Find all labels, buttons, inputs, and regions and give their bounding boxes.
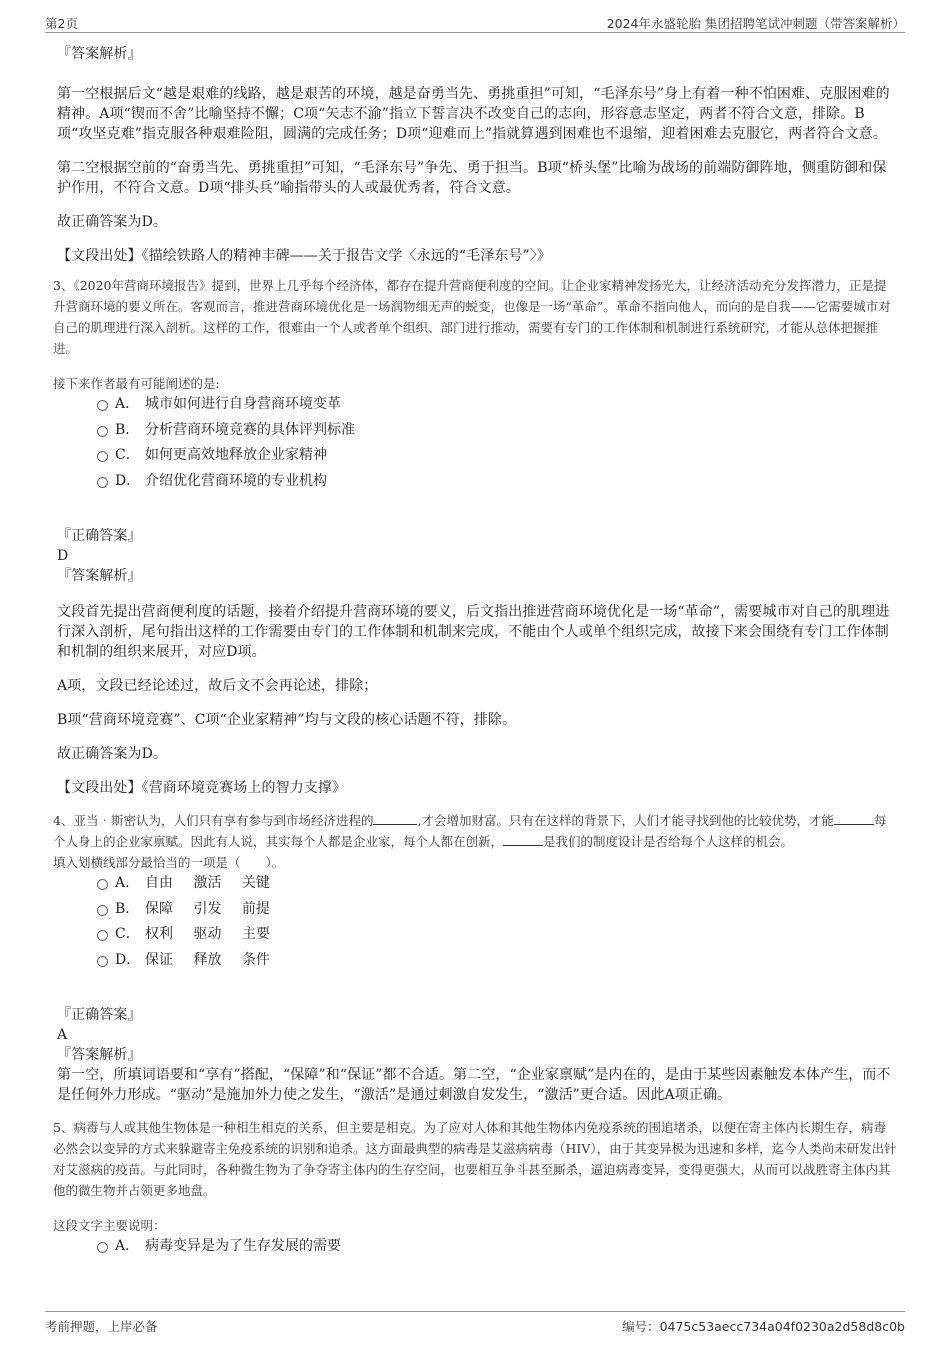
option-text: 分析营商环境竞赛的具体评判标准 <box>145 421 355 438</box>
radio-button-icon[interactable] <box>97 400 108 411</box>
option-letter: B． <box>115 900 140 917</box>
radio-button-icon[interactable] <box>97 451 108 462</box>
q3-analysis-para2: A项，文段已经论述过，故后文不会再论述，排除； <box>57 678 378 694</box>
q2-analysis-label: 『答案解析』 <box>57 46 142 62</box>
q2-source: 【文段出处】《描绘铁路人的精神丰碑——关于报告文学〈永远的“毛泽东号”〉》 <box>57 248 552 264</box>
option-text: 保证 释放 条件 <box>145 951 270 968</box>
q5-question: 这段文字主要说明： <box>53 1218 166 1233</box>
option-letter: C． <box>115 926 140 942</box>
document-title: 2024年永盛轮胎 集团招聘笔试冲刺题（带答案解析） <box>606 16 905 31</box>
q3-options <box>97 394 897 496</box>
option-letter: D． <box>115 472 141 489</box>
q4-stem-part2: ,才会增加财富。只有在这样的背景下，人们才能寻找到他的比较优势，才能 <box>417 813 834 828</box>
q5-options <box>97 1236 897 1262</box>
q3-analysis-para3: B项“营商环境竞赛”、C项“企业家精神”均与文段的核心话题不符，排除。 <box>57 712 517 728</box>
option-text: 介绍优化营商环境的专业机构 <box>145 472 327 489</box>
page-header <box>45 12 905 33</box>
option-letter: A． <box>115 875 140 891</box>
q4-stem-part1: 4、亚当‧斯密认为，人们只有享有参与到市场经济进程的 <box>53 813 374 828</box>
q3-answer-label: 『正确答案』 <box>57 528 142 544</box>
footer-slogan: 考前押题，上岸必备 <box>45 1319 158 1334</box>
q4-answer-label: 『正确答案』 <box>57 1007 142 1023</box>
document-id: 编号：0475c53aecc734a04f0230a2d58d8c0b <box>622 1319 905 1334</box>
radio-button-icon[interactable] <box>97 905 108 916</box>
q3-stem: 3、《2020年营商环境报告》提到，世界上几乎每个经济体，都存在提升营商便利度的空间。让企业家精神发扬光大，让经济活动充分发挥潜力，正是提升营商环境的要义所在。客观而言，推进营商环境优化是一场润物细无声的蜕变，也像是一场“革命”。革命不指向他人，而向的是自我——它需要城市对自己的肌理进行深入剖析。这样的工作，很难由一个人或者单个组织、部门进行推动，需要有专门的工作体制和机制进行系统研究，才能从总体把握推进。 <box>53 278 891 356</box>
q3-option-b[interactable] <box>97 420 897 446</box>
radio-button-icon[interactable] <box>97 956 108 967</box>
option-text: 如何更高效地释放企业家精神 <box>145 447 327 463</box>
q3-answer: D <box>57 548 69 564</box>
q4-question: 填入划横线部分最恰当的一项是（ ）。 <box>53 855 285 870</box>
page-content <box>53 44 897 1262</box>
q4-options <box>97 873 897 975</box>
option-text: 病毒变异是为了生存发展的需要 <box>145 1238 341 1254</box>
blank-2 <box>834 811 874 825</box>
q4-option-b[interactable] <box>97 899 897 925</box>
q4-analysis-para1: 第一空，所填词语要和“享有”搭配，“保障”和“保证”都不合适。第二空，“企业家禀赋”是内在的，是由于某些因素触发本体产生，而不是任何外力形成。“驱动”是施加外力使之发生，“激活”是通过刺激自发发生，“激活”更合适。因此A项正确。 <box>57 1067 891 1103</box>
q3-analysis-label: 『答案解析』 <box>57 568 142 584</box>
q4-stem-part4: 是我们的制度设计是否给每个人这样的机会。 <box>543 834 794 849</box>
option-letter: D． <box>115 951 141 968</box>
q4-answer: A <box>57 1027 68 1043</box>
page-footer <box>45 1311 905 1336</box>
radio-button-icon[interactable] <box>97 426 108 437</box>
page-number: 第2页 <box>45 16 78 31</box>
q4-stem <box>53 810 897 852</box>
q3-option-d[interactable] <box>97 471 897 497</box>
radio-button-icon[interactable] <box>97 477 108 488</box>
q3-option-a[interactable] <box>97 394 897 420</box>
q4-analysis-label: 『答案解析』 <box>57 1047 142 1063</box>
option-text: 权利 驱动 主要 <box>145 926 270 942</box>
q4-option-d[interactable] <box>97 950 897 976</box>
q2-analysis-para1: 第一空根据后文“越是艰难的线路，越是艰苦的环境，越是奋勇当先、勇挑重担”可知，“毛泽东号”身上有着一种不怕困难、克服困难的精神。A项“锲而不舍”比喻坚持不懈；C项“矢志不渝”指立下誓言决不改变自己的志向，形容意志坚定，两者不符合文意，排除。B项“攻坚克难”指克服各种艰难险阻，圆满的完成任务；D项“迎难而上”指就算遇到困难也不退缩，迎着困难去克服它，两者符合文意。 <box>57 86 890 142</box>
radio-button-icon[interactable] <box>97 879 108 890</box>
q4-option-a[interactable] <box>97 873 897 899</box>
q3-question: 接下来作者最有可能阐述的是: <box>53 376 220 391</box>
option-letter: A． <box>115 396 140 412</box>
q3-conclusion: 故正确答案为D。 <box>57 746 168 762</box>
option-text: 保障 引发 前提 <box>145 900 270 917</box>
radio-button-icon[interactable] <box>97 1242 108 1253</box>
q4-stem-part3: 每个人身上的企业家禀赋。因此有人说，其实每个人都是企业家，每个人都在创新， <box>53 813 887 849</box>
blank-1 <box>373 811 417 825</box>
q5-option-a[interactable] <box>97 1236 897 1262</box>
radio-button-icon[interactable] <box>97 930 108 941</box>
q3-analysis-para1: 文段首先提出营商便利度的话题，接着介绍提升营商环境的要义，后文指出推进营商环境优化是一场“革命”，需要城市对自己的肌理进行深入剖析，尾句指出这样的工作需要由专门的工作体制和机制来完成，不能由个人或单个组织完成，故接下来会围绕有专门工作体制和机制的组织来展开，对应D项。 <box>57 604 890 660</box>
q2-conclusion: 故正确答案为D。 <box>57 214 168 230</box>
option-letter: B． <box>115 421 140 438</box>
q4-option-c[interactable] <box>97 924 897 950</box>
q3-option-c[interactable] <box>97 445 897 471</box>
q3-source: 【文段出处】《营商环境竞赛场上的智力支撑》 <box>57 780 347 796</box>
option-text: 城市如何进行自身营商环境变革 <box>145 396 341 412</box>
q5-stem: 5、病毒与人或其他生物体是一种相生相克的关系，但主要是相克。为了应对人体和其他生物体内免疫系统的围追堵杀，以便在寄主体内长期生存，病毒必然会以变异的方式来躲避寄主免疫系统的识别和追杀。这方面最典型的病毒是艾滋病病毒（HIV），由于其变异极为迅速和多样，迄今人类尚未研发出针对艾滋病的疫苗。与此同时，各种微生物为了争夺寄主体内的生存空间，也要相互争斗甚至厮杀，逼迫病毒变异，变得更强大，从而可以战胜寄主体内其他的微生物并占领更多地盘。 <box>53 1120 897 1198</box>
q2-analysis-para2: 第二空根据空前的“奋勇当先、勇挑重担”可知，“毛泽东号”争先、勇于担当。B项“桥头堡”比喻为战场的前端防御阵地，侧重防御和保护作用，不符合文意。D项“排头兵”喻指带头的人或最优秀者，符合文意。 <box>57 160 887 196</box>
option-letter: C． <box>115 447 140 463</box>
option-text: 自由 激活 关键 <box>145 875 270 891</box>
blank-3 <box>503 832 543 846</box>
option-letter: A． <box>115 1238 140 1254</box>
